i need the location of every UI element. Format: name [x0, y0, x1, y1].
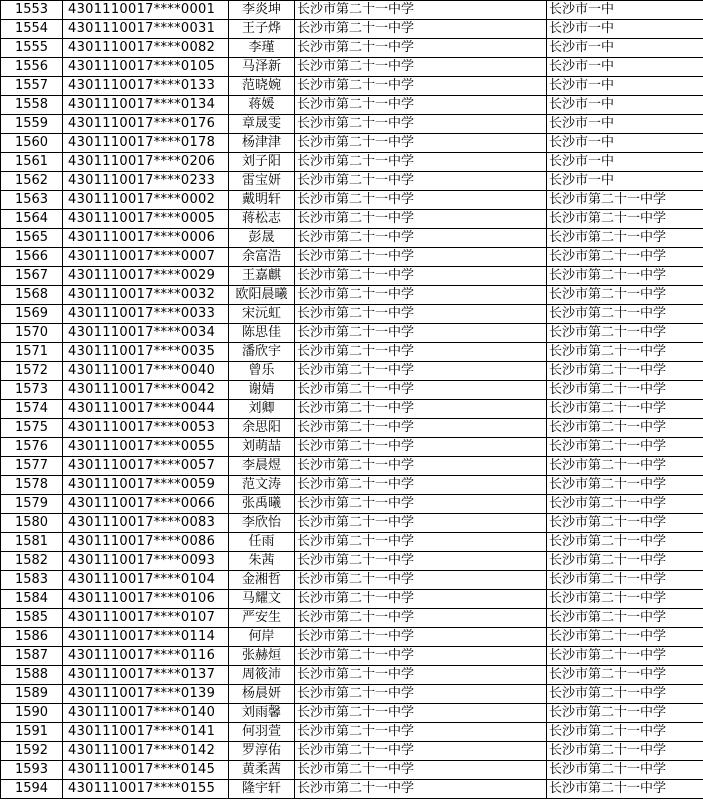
graduating-school-cell: 长沙市第二十一中学: [295, 39, 547, 58]
row-number-cell: 1587: [1, 647, 63, 666]
admitted-school-cell: 长沙市第二十一中学: [547, 248, 703, 267]
admitted-school-cell: 长沙市第二十一中学: [547, 286, 703, 305]
graduating-school-cell: 长沙市第二十一中学: [295, 400, 547, 419]
student-name-cell: 隆宇轩: [229, 780, 295, 799]
exam-id-cell: 4301110017****0034: [63, 324, 229, 343]
student-name-cell: 张赫烜: [229, 647, 295, 666]
admitted-school-cell: 长沙市一中: [547, 134, 703, 153]
graduating-school-cell: 长沙市第二十一中学: [295, 20, 547, 39]
row-number-cell: 1571: [1, 343, 63, 362]
student-name-cell: 章晟雯: [229, 115, 295, 134]
admitted-school-cell: 长沙市第二十一中学: [547, 305, 703, 324]
admitted-school-cell: 长沙市第二十一中学: [547, 742, 703, 761]
exam-id-cell: 4301110017****0176: [63, 115, 229, 134]
row-number-cell: 1582: [1, 552, 63, 571]
table-row: [1, 400, 703, 419]
graduating-school-cell: 长沙市第二十一中学: [295, 305, 547, 324]
admitted-school-cell: 长沙市第二十一中学: [547, 647, 703, 666]
exam-id-cell: 4301110017****0140: [63, 704, 229, 723]
student-name-cell: 谢婧: [229, 381, 295, 400]
student-name-cell: 蒋媛: [229, 96, 295, 115]
admitted-school-cell: 长沙市第二十一中学: [547, 723, 703, 742]
student-name-cell: 刘萌喆: [229, 438, 295, 457]
exam-id-cell: 4301110017****0044: [63, 400, 229, 419]
row-number-cell: 1589: [1, 685, 63, 704]
row-number-cell: 1554: [1, 20, 63, 39]
exam-id-cell: 4301110017****0142: [63, 742, 229, 761]
graduating-school-cell: 长沙市第二十一中学: [295, 210, 547, 229]
student-name-cell: 马泽新: [229, 58, 295, 77]
student-name-cell: 金湘哲: [229, 571, 295, 590]
admitted-school-cell: 长沙市第二十一中学: [547, 685, 703, 704]
student-name-cell: 李瑾: [229, 39, 295, 58]
row-number-cell: 1553: [1, 1, 63, 20]
exam-id-cell: 4301110017****0178: [63, 134, 229, 153]
table-row: [1, 590, 703, 609]
admitted-school-cell: 长沙市第二十一中学: [547, 343, 703, 362]
graduating-school-cell: 长沙市第二十一中学: [295, 761, 547, 780]
table-row: [1, 571, 703, 590]
graduating-school-cell: 长沙市第二十一中学: [295, 362, 547, 381]
admitted-school-cell: 长沙市第二十一中学: [547, 362, 703, 381]
row-number-cell: 1564: [1, 210, 63, 229]
exam-id-cell: 4301110017****0104: [63, 571, 229, 590]
exam-id-cell: 4301110017****0029: [63, 267, 229, 286]
table-row: [1, 514, 703, 533]
exam-id-cell: 4301110017****0139: [63, 685, 229, 704]
graduating-school-cell: 长沙市第二十一中学: [295, 780, 547, 799]
graduating-school-cell: 长沙市第二十一中学: [295, 742, 547, 761]
student-name-cell: 潘欣宇: [229, 343, 295, 362]
graduating-school-cell: 长沙市第二十一中学: [295, 286, 547, 305]
row-number-cell: 1593: [1, 761, 63, 780]
admitted-school-cell: 长沙市第二十一中学: [547, 438, 703, 457]
graduating-school-cell: 长沙市第二十一中学: [295, 552, 547, 571]
table-row: [1, 381, 703, 400]
row-number-cell: 1576: [1, 438, 63, 457]
exam-id-cell: 4301110017****0031: [63, 20, 229, 39]
row-number-cell: 1588: [1, 666, 63, 685]
exam-id-cell: 4301110017****0033: [63, 305, 229, 324]
table-row: [1, 305, 703, 324]
exam-id-cell: 4301110017****0035: [63, 343, 229, 362]
exam-id-cell: 4301110017****0066: [63, 495, 229, 514]
exam-id-cell: 4301110017****0001: [63, 1, 229, 20]
graduating-school-cell: 长沙市第二十一中学: [295, 1, 547, 20]
exam-id-cell: 4301110017****0114: [63, 628, 229, 647]
graduating-school-cell: 长沙市第二十一中学: [295, 514, 547, 533]
student-name-cell: 戴明轩: [229, 191, 295, 210]
student-name-cell: 宋沅虹: [229, 305, 295, 324]
graduating-school-cell: 长沙市第二十一中学: [295, 666, 547, 685]
admitted-school-cell: 长沙市第二十一中学: [547, 780, 703, 799]
exam-id-cell: 4301110017****0155: [63, 780, 229, 799]
graduating-school-cell: 长沙市第二十一中学: [295, 438, 547, 457]
row-number-cell: 1590: [1, 704, 63, 723]
graduating-school-cell: 长沙市第二十一中学: [295, 248, 547, 267]
exam-id-cell: 4301110017****0137: [63, 666, 229, 685]
graduating-school-cell: 长沙市第二十一中学: [295, 153, 547, 172]
student-name-cell: 刘雨馨: [229, 704, 295, 723]
student-name-cell: 何羽萱: [229, 723, 295, 742]
student-name-cell: 马耀文: [229, 590, 295, 609]
student-name-cell: 朱茜: [229, 552, 295, 571]
student-name-cell: 何岸: [229, 628, 295, 647]
admitted-school-cell: 长沙市一中: [547, 172, 703, 191]
student-name-cell: 蒋松志: [229, 210, 295, 229]
student-name-cell: 杨津津: [229, 134, 295, 153]
graduating-school-cell: 长沙市第二十一中学: [295, 457, 547, 476]
exam-id-cell: 4301110017****0005: [63, 210, 229, 229]
graduating-school-cell: 长沙市第二十一中学: [295, 495, 547, 514]
exam-id-cell: 4301110017****0040: [63, 362, 229, 381]
admitted-school-cell: 长沙市第二十一中学: [547, 704, 703, 723]
table-row: [1, 742, 703, 761]
student-name-cell: 李炎坤: [229, 1, 295, 20]
admitted-school-cell: 长沙市一中: [547, 96, 703, 115]
student-name-cell: 曾乐: [229, 362, 295, 381]
exam-id-cell: 4301110017****0116: [63, 647, 229, 666]
row-number-cell: 1565: [1, 229, 63, 248]
table-row: [1, 286, 703, 305]
graduating-school-cell: 长沙市第二十一中学: [295, 58, 547, 77]
table-row: [1, 457, 703, 476]
table-row: [1, 134, 703, 153]
exam-id-cell: 4301110017****0042: [63, 381, 229, 400]
admitted-school-cell: 长沙市一中: [547, 39, 703, 58]
table-row: [1, 495, 703, 514]
row-number-cell: 1557: [1, 77, 63, 96]
student-name-cell: 王嘉麒: [229, 267, 295, 286]
admitted-school-cell: 长沙市第二十一中学: [547, 229, 703, 248]
table-row: [1, 438, 703, 457]
admitted-school-cell: 长沙市第二十一中学: [547, 590, 703, 609]
student-name-cell: 彭晟: [229, 229, 295, 248]
exam-id-cell: 4301110017****0059: [63, 476, 229, 495]
row-number-cell: 1584: [1, 590, 63, 609]
student-name-cell: 刘子阳: [229, 153, 295, 172]
exam-id-cell: 4301110017****0083: [63, 514, 229, 533]
student-name-cell: 欧阳晨曦: [229, 286, 295, 305]
admitted-school-cell: 长沙市第二十一中学: [547, 210, 703, 229]
row-number-cell: 1559: [1, 115, 63, 134]
student-name-cell: 严安生: [229, 609, 295, 628]
row-number-cell: 1583: [1, 571, 63, 590]
table-row: [1, 609, 703, 628]
admitted-school-cell: 长沙市第二十一中学: [547, 628, 703, 647]
row-number-cell: 1556: [1, 58, 63, 77]
table-row: [1, 58, 703, 77]
graduating-school-cell: 长沙市第二十一中学: [295, 191, 547, 210]
graduating-school-cell: 长沙市第二十一中学: [295, 476, 547, 495]
row-number-cell: 1585: [1, 609, 63, 628]
graduating-school-cell: 长沙市第二十一中学: [295, 590, 547, 609]
admitted-school-cell: 长沙市一中: [547, 77, 703, 96]
row-number-cell: 1591: [1, 723, 63, 742]
row-number-cell: 1567: [1, 267, 63, 286]
table-row: [1, 153, 703, 172]
table-row: [1, 229, 703, 248]
exam-id-cell: 4301110017****0134: [63, 96, 229, 115]
graduating-school-cell: 长沙市第二十一中学: [295, 229, 547, 248]
row-number-cell: 1562: [1, 172, 63, 191]
table-row: [1, 39, 703, 58]
exam-id-cell: 4301110017****0145: [63, 761, 229, 780]
row-number-cell: 1580: [1, 514, 63, 533]
table-row: [1, 96, 703, 115]
table-row: [1, 115, 703, 134]
admitted-school-cell: 长沙市第二十一中学: [547, 761, 703, 780]
student-name-cell: 余富浩: [229, 248, 295, 267]
row-number-cell: 1594: [1, 780, 63, 799]
table-row: [1, 267, 703, 286]
table-row: [1, 1, 703, 20]
admitted-school-cell: 长沙市第二十一中学: [547, 666, 703, 685]
admitted-school-cell: 长沙市第二十一中学: [547, 381, 703, 400]
exam-id-cell: 4301110017****0105: [63, 58, 229, 77]
table-row: [1, 552, 703, 571]
exam-id-cell: 4301110017****0082: [63, 39, 229, 58]
student-name-cell: 周筱沛: [229, 666, 295, 685]
graduating-school-cell: 长沙市第二十一中学: [295, 381, 547, 400]
row-number-cell: 1575: [1, 419, 63, 438]
student-name-cell: 范文涛: [229, 476, 295, 495]
admitted-school-cell: 长沙市第二十一中学: [547, 457, 703, 476]
graduating-school-cell: 长沙市第二十一中学: [295, 419, 547, 438]
admitted-school-cell: 长沙市一中: [547, 58, 703, 77]
admitted-school-cell: 长沙市第二十一中学: [547, 267, 703, 286]
row-number-cell: 1586: [1, 628, 63, 647]
graduating-school-cell: 长沙市第二十一中学: [295, 704, 547, 723]
exam-id-cell: 4301110017****0206: [63, 153, 229, 172]
row-number-cell: 1566: [1, 248, 63, 267]
graduating-school-cell: 长沙市第二十一中学: [295, 628, 547, 647]
table-row: [1, 20, 703, 39]
table-row: [1, 647, 703, 666]
exam-id-cell: 4301110017****0055: [63, 438, 229, 457]
graduating-school-cell: 长沙市第二十一中学: [295, 267, 547, 286]
student-name-cell: 王子烨: [229, 20, 295, 39]
row-number-cell: 1569: [1, 305, 63, 324]
admitted-school-cell: 长沙市第二十一中学: [547, 495, 703, 514]
table-row: [1, 666, 703, 685]
graduating-school-cell: 长沙市第二十一中学: [295, 533, 547, 552]
admitted-school-cell: 长沙市第二十一中学: [547, 514, 703, 533]
table-row: [1, 780, 703, 799]
table-row: [1, 324, 703, 343]
row-number-cell: 1581: [1, 533, 63, 552]
student-name-cell: 李晨煜: [229, 457, 295, 476]
row-number-cell: 1558: [1, 96, 63, 115]
exam-id-cell: 4301110017****0032: [63, 286, 229, 305]
row-number-cell: 1592: [1, 742, 63, 761]
graduating-school-cell: 长沙市第二十一中学: [295, 571, 547, 590]
exam-id-cell: 4301110017****0002: [63, 191, 229, 210]
graduating-school-cell: 长沙市第二十一中学: [295, 96, 547, 115]
graduating-school-cell: 长沙市第二十一中学: [295, 647, 547, 666]
row-number-cell: 1577: [1, 457, 63, 476]
row-number-cell: 1579: [1, 495, 63, 514]
admitted-school-cell: 长沙市一中: [547, 153, 703, 172]
admitted-school-cell: 长沙市一中: [547, 20, 703, 39]
student-name-cell: 张禹曦: [229, 495, 295, 514]
row-number-cell: 1572: [1, 362, 63, 381]
row-number-cell: 1570: [1, 324, 63, 343]
row-number-cell: 1573: [1, 381, 63, 400]
table-row: [1, 172, 703, 191]
exam-id-cell: 4301110017****0141: [63, 723, 229, 742]
graduating-school-cell: 长沙市第二十一中学: [295, 343, 547, 362]
table-row: [1, 248, 703, 267]
table-row: [1, 419, 703, 438]
admitted-school-cell: 长沙市第二十一中学: [547, 191, 703, 210]
graduating-school-cell: 长沙市第二十一中学: [295, 172, 547, 191]
exam-id-cell: 4301110017****0093: [63, 552, 229, 571]
graduating-school-cell: 长沙市第二十一中学: [295, 115, 547, 134]
student-name-cell: 李欣怡: [229, 514, 295, 533]
admitted-school-cell: 长沙市第二十一中学: [547, 609, 703, 628]
exam-id-cell: 4301110017****0006: [63, 229, 229, 248]
exam-id-cell: 4301110017****0053: [63, 419, 229, 438]
student-name-cell: 刘卿: [229, 400, 295, 419]
table-row: [1, 77, 703, 96]
graduating-school-cell: 长沙市第二十一中学: [295, 134, 547, 153]
student-name-cell: 余思阳: [229, 419, 295, 438]
graduating-school-cell: 长沙市第二十一中学: [295, 77, 547, 96]
exam-id-cell: 4301110017****0086: [63, 533, 229, 552]
admitted-school-cell: 长沙市第二十一中学: [547, 400, 703, 419]
table-body: [1, 1, 703, 799]
student-name-cell: 杨晨妍: [229, 685, 295, 704]
row-number-cell: 1561: [1, 153, 63, 172]
row-number-cell: 1560: [1, 134, 63, 153]
exam-id-cell: 4301110017****0233: [63, 172, 229, 191]
admitted-school-cell: 长沙市一中: [547, 1, 703, 20]
admitted-school-cell: 长沙市第二十一中学: [547, 552, 703, 571]
student-name-cell: 罗淳佑: [229, 742, 295, 761]
table-row: [1, 723, 703, 742]
exam-id-cell: 4301110017****0106: [63, 590, 229, 609]
row-number-cell: 1578: [1, 476, 63, 495]
admitted-school-cell: 长沙市第二十一中学: [547, 419, 703, 438]
table-row: [1, 704, 703, 723]
table-row: [1, 476, 703, 495]
admitted-school-cell: 长沙市第二十一中学: [547, 571, 703, 590]
exam-id-cell: 4301110017****0133: [63, 77, 229, 96]
exam-id-cell: 4301110017****0107: [63, 609, 229, 628]
table-row: [1, 628, 703, 647]
row-number-cell: 1563: [1, 191, 63, 210]
row-number-cell: 1574: [1, 400, 63, 419]
table-row: [1, 210, 703, 229]
table-row: [1, 761, 703, 780]
graduating-school-cell: 长沙市第二十一中学: [295, 685, 547, 704]
student-name-cell: 任雨: [229, 533, 295, 552]
exam-id-cell: 4301110017****0057: [63, 457, 229, 476]
table-row: [1, 343, 703, 362]
admitted-school-cell: 长沙市第二十一中学: [547, 324, 703, 343]
graduating-school-cell: 长沙市第二十一中学: [295, 723, 547, 742]
admitted-school-cell: 长沙市一中: [547, 115, 703, 134]
exam-id-cell: 4301110017****0007: [63, 248, 229, 267]
table-row: [1, 362, 703, 381]
admitted-school-cell: 长沙市第二十一中学: [547, 476, 703, 495]
table-row: [1, 533, 703, 552]
student-name-cell: 雷宝妍: [229, 172, 295, 191]
student-name-cell: 黄柔茜: [229, 761, 295, 780]
admitted-school-cell: 长沙市第二十一中学: [547, 533, 703, 552]
table-row: [1, 191, 703, 210]
row-number-cell: 1568: [1, 286, 63, 305]
graduating-school-cell: 长沙市第二十一中学: [295, 609, 547, 628]
student-name-cell: 范晓婉: [229, 77, 295, 96]
table-row: [1, 685, 703, 704]
student-name-cell: 陈思佳: [229, 324, 295, 343]
graduating-school-cell: 长沙市第二十一中学: [295, 324, 547, 343]
row-number-cell: 1555: [1, 39, 63, 58]
